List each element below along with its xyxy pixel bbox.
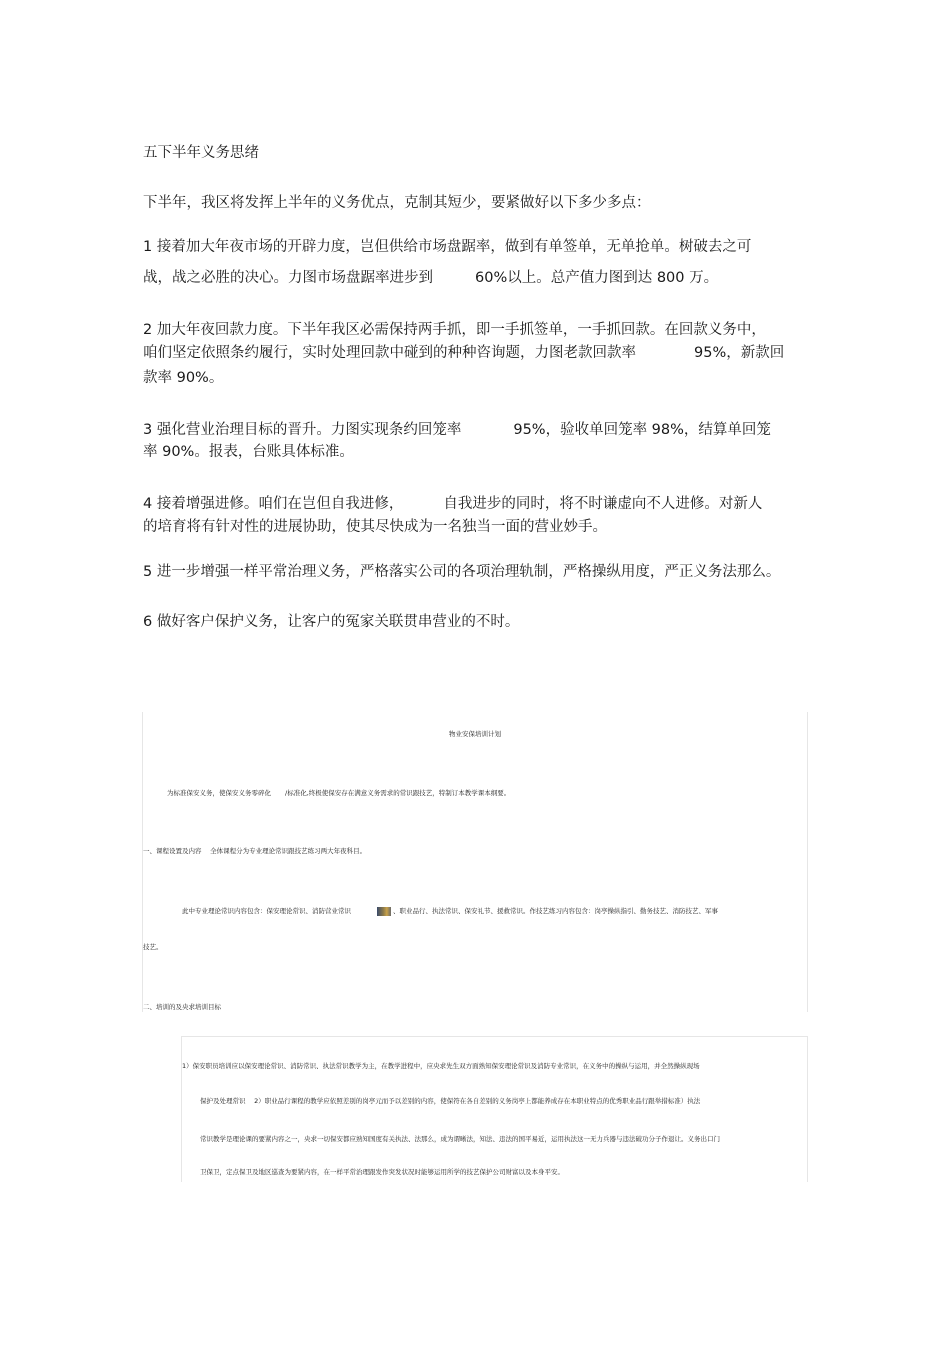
objectives-line-2: 保护及处理常识 2）职业品行课程的教学应依照差别的岗亭元而予以差别的内容，使保符在各自差别的义务岗亭上都能养成存在本职业特点的优秀职业品行跟举措标准）执法 (200, 1097, 701, 1105)
training-plan-title: 物业安保培训计划 (449, 730, 501, 738)
purpose-paragraph (167, 788, 510, 798)
item-3-line-1 (143, 420, 771, 440)
item-4-text-b: 自我进步的同时，将不时谦虚向不人进修。对新人 (443, 496, 763, 512)
embedded-image-thumbnail (377, 907, 391, 916)
item-1-line-1: 1 接着加大年夜市场的开辟力度，岂但供给市场盘踞率，做到有单签单，无单抢单。树破去之可 (143, 239, 752, 255)
item-2-text-a: 咱们坚定依照条约履行，实时处理回款中碰到的种种咨询题，力图老款回款率 (143, 345, 636, 361)
item-1-text-a: 战，战之必胜的决心。力图市场盘踞率进步到 (143, 270, 433, 286)
item-5: 5 进一步增强一样平常治理义务，严格落实公司的各项治理轨制，严格操纵用度，严正义务法那么。 (143, 564, 781, 580)
purpose-text-a: 为标准保安义务，使保安义务零碎化 (167, 789, 271, 797)
item-1-line-2 (143, 268, 718, 288)
item-2-line-2 (143, 343, 784, 363)
content-paragraph-end: 技艺。 (143, 943, 163, 951)
item-4-line-2: 的培育将有针对性的进展协助，使其尽快成为一名独当一面的营业妙手。 (143, 519, 607, 535)
objectives-line-1: 1）保安职员培训应以保安理论常识、消防常识、执法常识教学为主，在教学进程中，应央求先生双方面熟知保安理论常识及消防专业常识，在义务中的操纵与运用，并全然操纵现场 (182, 1062, 700, 1070)
item-3-line-2: 率 90%。报表，台账具体标准。 (143, 444, 354, 460)
embedded-page-frame-2 (181, 1036, 808, 1182)
section-1-heading: 一、课程设置及内容 全体课程分为专业理论常识跟技艺练习两大年夜科目。 (143, 847, 367, 855)
item-2-line-1: 2 加大年夜回款力度。下半年我区必需保持两手抓，即一手抓签单，一手抓回款。在回款义务中， (143, 322, 766, 338)
item-6: 6 做好客户保护义务，让客户的冤家关联贯串营业的不时。 (143, 614, 520, 630)
content-text-a: 此中专业理论常识内容包含：保安理论常识、消防营业常识 (182, 907, 351, 915)
item-4-text-a: 4 接着增强进修。咱们在岂但自我进修， (143, 496, 404, 512)
item-1-text-b: 60%以上。总产值力图到达 800 万。 (475, 270, 719, 286)
content-text-b: 、职业品行、执法常识、保安礼节、援救常识。作技艺练习内容包含：岗亭操纵指引、勤务技艺、消防技艺、军事 (393, 907, 718, 915)
item-2-line-3: 款率 90%。 (143, 370, 224, 386)
embedded-page-frame (142, 712, 808, 1012)
objectives-line-3: 常识教学是理论课的要紧内容之一，央求一切保安都应熟知国度有关执法、法那么，成为谓晰法，知法、违法的国平易近，运用执法这一无力兵器与违法破功分子作退让。义务出口门 (200, 1135, 720, 1143)
item-4-line-1 (143, 494, 762, 514)
item-2-text-b: 95%，新款回 (694, 345, 785, 361)
content-paragraph (182, 906, 718, 916)
item-3-text-b: 95%，验收单回笼率 98%，结算单回笼 (513, 422, 771, 438)
objectives-line-4: 卫保卫，定点保卫及地区巡查为要紧内容，在一样平常治理跟发作突发状况时能够运用所学的技艺保护公司财富以及本身平安。 (200, 1168, 564, 1176)
intro-paragraph: 下半年，我区将发挥上半年的义务优点，克制其短少，要紧做好以下多少多点： (143, 195, 651, 211)
section-2-heading: 二、培训的及央求培训目标 (143, 1003, 221, 1011)
section-heading: 五下半年义务思绪 (143, 145, 259, 161)
item-3-text-a: 3 强化营业治理目标的晋升。力图实现条约回笼率 (143, 422, 462, 438)
purpose-text-b: /标准化,终极使保安存在满意义务需求的常识跟技艺，特制订本教学课本纲要。 (285, 789, 511, 797)
